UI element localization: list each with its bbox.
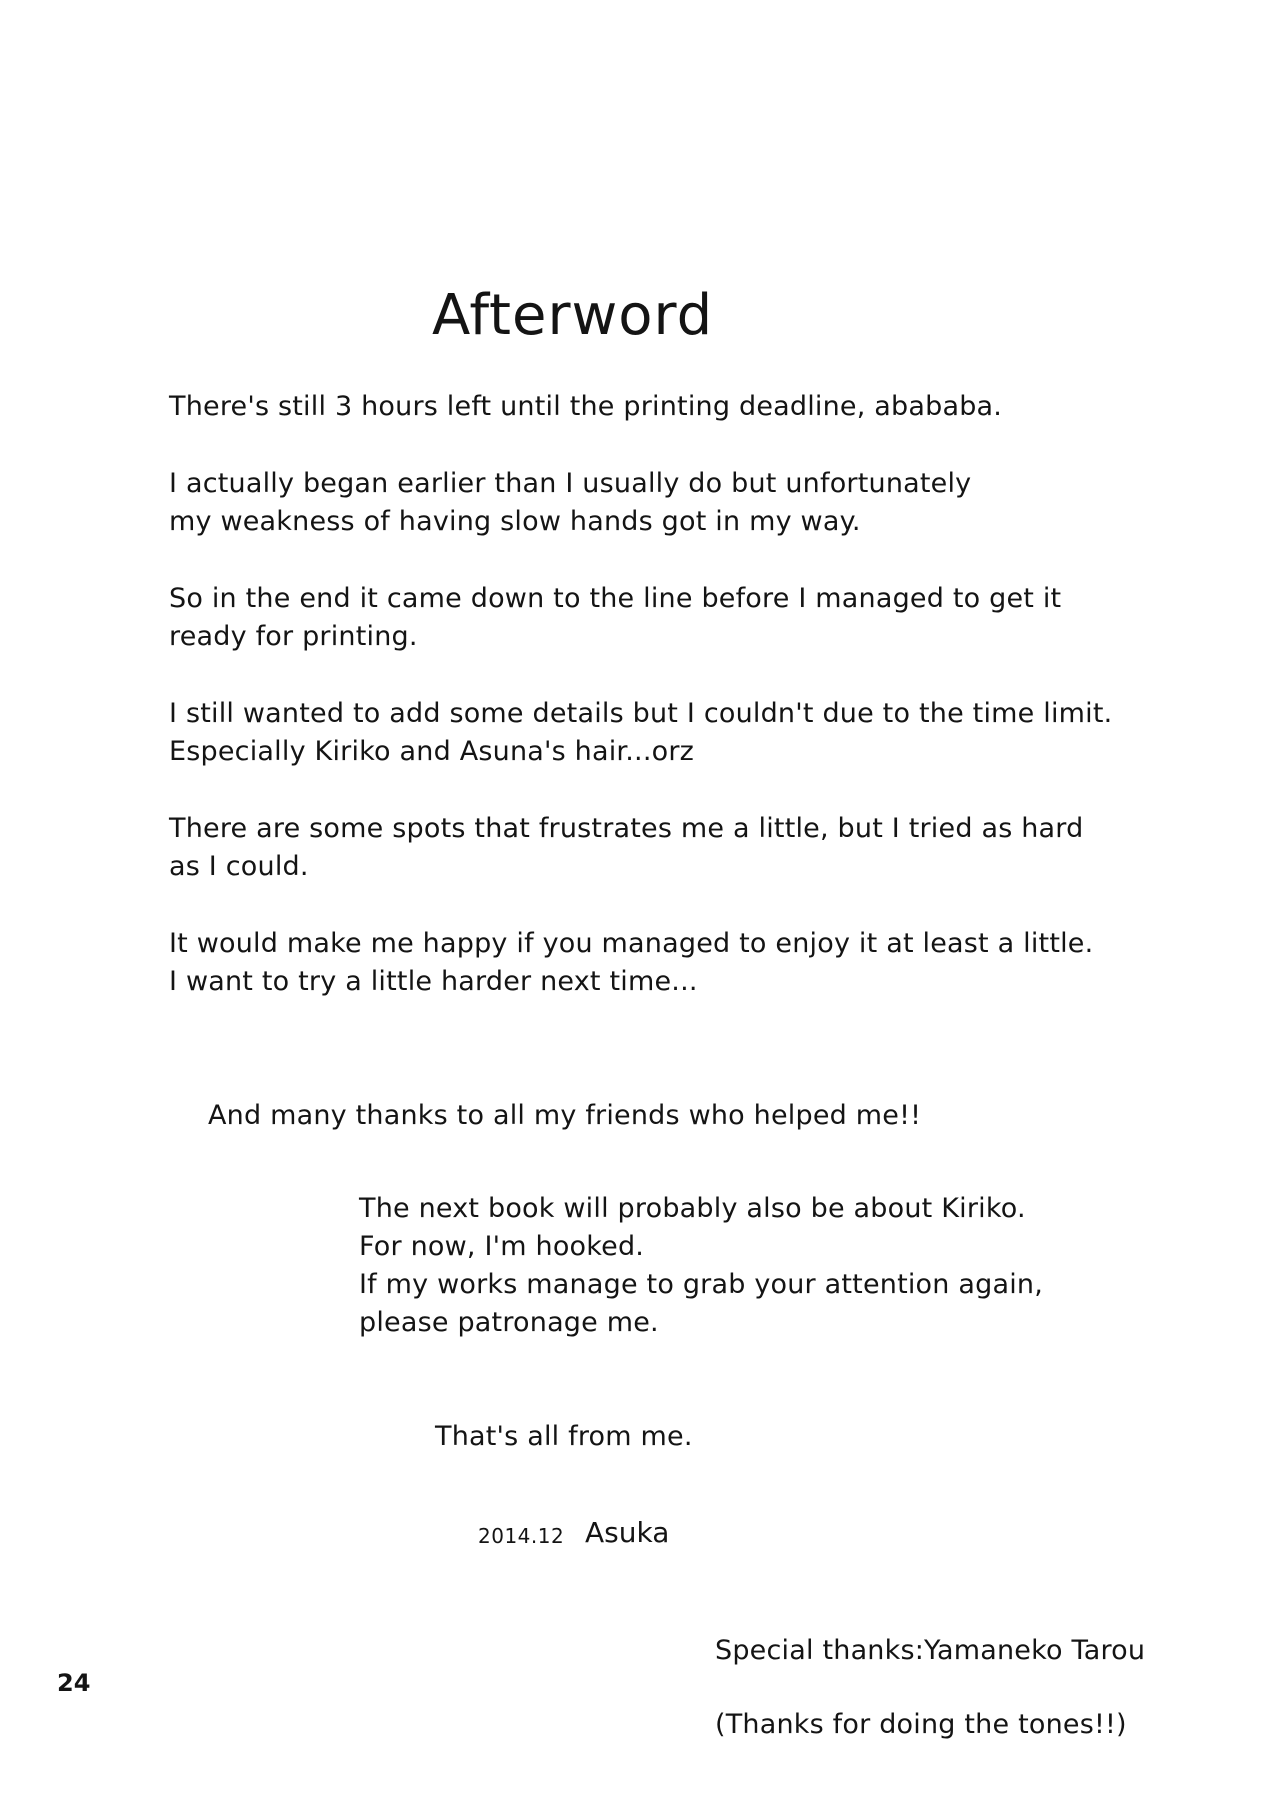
thanks-line: And many thanks to all my friends who helped me!! bbox=[208, 1100, 922, 1131]
paragraph-4-line-1: I still wanted to add some details but I couldn't due to the time limit. bbox=[169, 698, 1113, 729]
signature-author: Asuka bbox=[585, 1516, 670, 1549]
tones-note-line: (Thanks for doing the tones!!) bbox=[715, 1709, 1127, 1740]
paragraph-6-line-2: I want to try a little harder next time... bbox=[169, 966, 698, 997]
next-book-line-4: please patronage me. bbox=[359, 1307, 659, 1338]
signature-date: 2014.12 bbox=[478, 1524, 565, 1548]
paragraph-2-line-1: I actually began earlier than I usually do but unfortunately bbox=[169, 468, 972, 499]
paragraph-6-line-1: It would make me happy if you managed to enjoy it at least a little. bbox=[169, 928, 1094, 959]
page-number: 24 bbox=[57, 1669, 91, 1697]
next-book-line-1: The next book will probably also be about Kiriko. bbox=[359, 1193, 1026, 1224]
paragraph-2-line-2: my weakness of having slow hands got in my way. bbox=[169, 506, 861, 537]
special-thanks-line: Special thanks:Yamaneko Tarou bbox=[715, 1635, 1146, 1666]
next-book-line-3: If my works manage to grab your attention again, bbox=[359, 1269, 1043, 1300]
closing-line: That's all from me. bbox=[435, 1421, 693, 1452]
paragraph-1-line-1: There's still 3 hours left until the printing deadline, abababa. bbox=[169, 391, 1003, 422]
page-title: Afterword bbox=[432, 283, 714, 348]
paragraph-3-line-1: So in the end it came down to the line before I managed to get it bbox=[169, 583, 1062, 614]
paragraph-5-line-1: There are some spots that frustrates me a little, but I tried as hard bbox=[169, 813, 1084, 844]
next-book-line-2: For now, I'm hooked. bbox=[359, 1231, 645, 1262]
paragraph-4-line-2: Especially Kiriko and Asuna's hair...orz bbox=[169, 736, 694, 767]
paragraph-3-line-2: ready for printing. bbox=[169, 621, 418, 652]
paragraph-5-line-2: as I could. bbox=[169, 851, 309, 882]
